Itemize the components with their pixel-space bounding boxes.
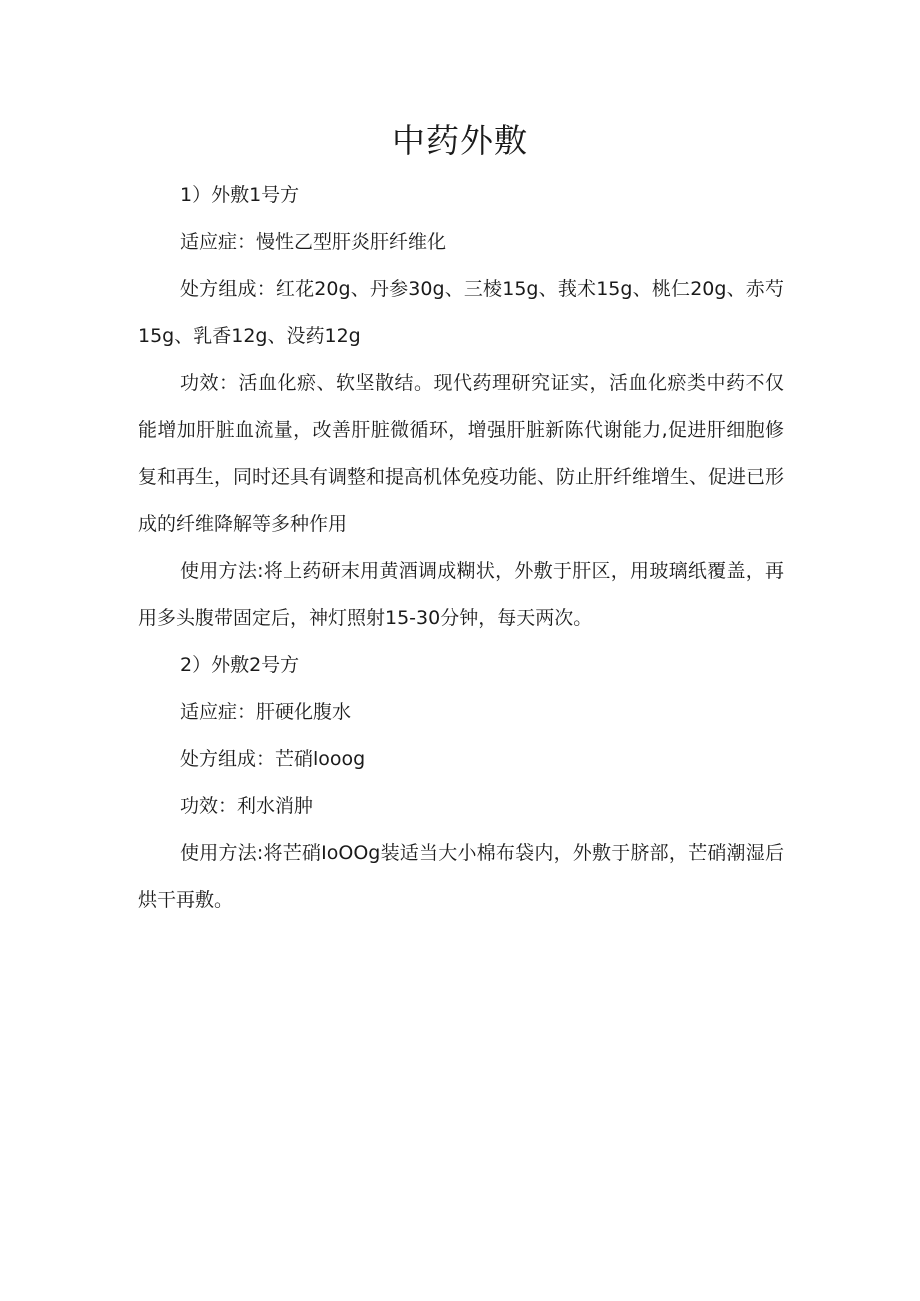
prescription-2: 处方组成：芒硝looog [180, 748, 366, 770]
efficacy-1: 功效：活血化瘀、软坚散结。现代药理研究证实，活血化瘀类中药不仅能增加肝脏血流量，改善肝脏微循环，增强肝脏新陈代谢能力,促进肝细胞修复和再生，同时还具有调整和提高机体免疫功能、防止肝纤维增生、促进已形成的纤维降解等多种作用 [138, 372, 785, 535]
usage-2: 使用方法:将芒硝IoOOg装适当大小棉布袋内，外敷于脐部，芒硝潮湿后烘干再敷。 [138, 842, 784, 911]
document-title: 中药外敷 [392, 121, 528, 160]
section-heading-1: 1）外敷1号方 [180, 184, 300, 206]
section-heading-2: 2）外敷2号方 [180, 654, 300, 676]
indication-1: 适应症：慢性乙型肝炎肝纤维化 [180, 231, 447, 253]
document-body [138, 172, 784, 924]
efficacy-2: 功效：利水消肿 [180, 795, 314, 817]
usage-1: 使用方法:将上药研末用黄酒调成糊状，外敷于肝区，用玻璃纸覆盖，再用多头腹带固定后，神灯照射15-30分钟，每天两次。 [138, 560, 784, 629]
prescription-1: 处方组成：红花20g、丹参30g、三棱15g、莪术15g、桃仁20g、赤芍15g、乳香12g、没药12g [138, 278, 784, 347]
indication-2: 适应症：肝硬化腹水 [180, 701, 352, 723]
